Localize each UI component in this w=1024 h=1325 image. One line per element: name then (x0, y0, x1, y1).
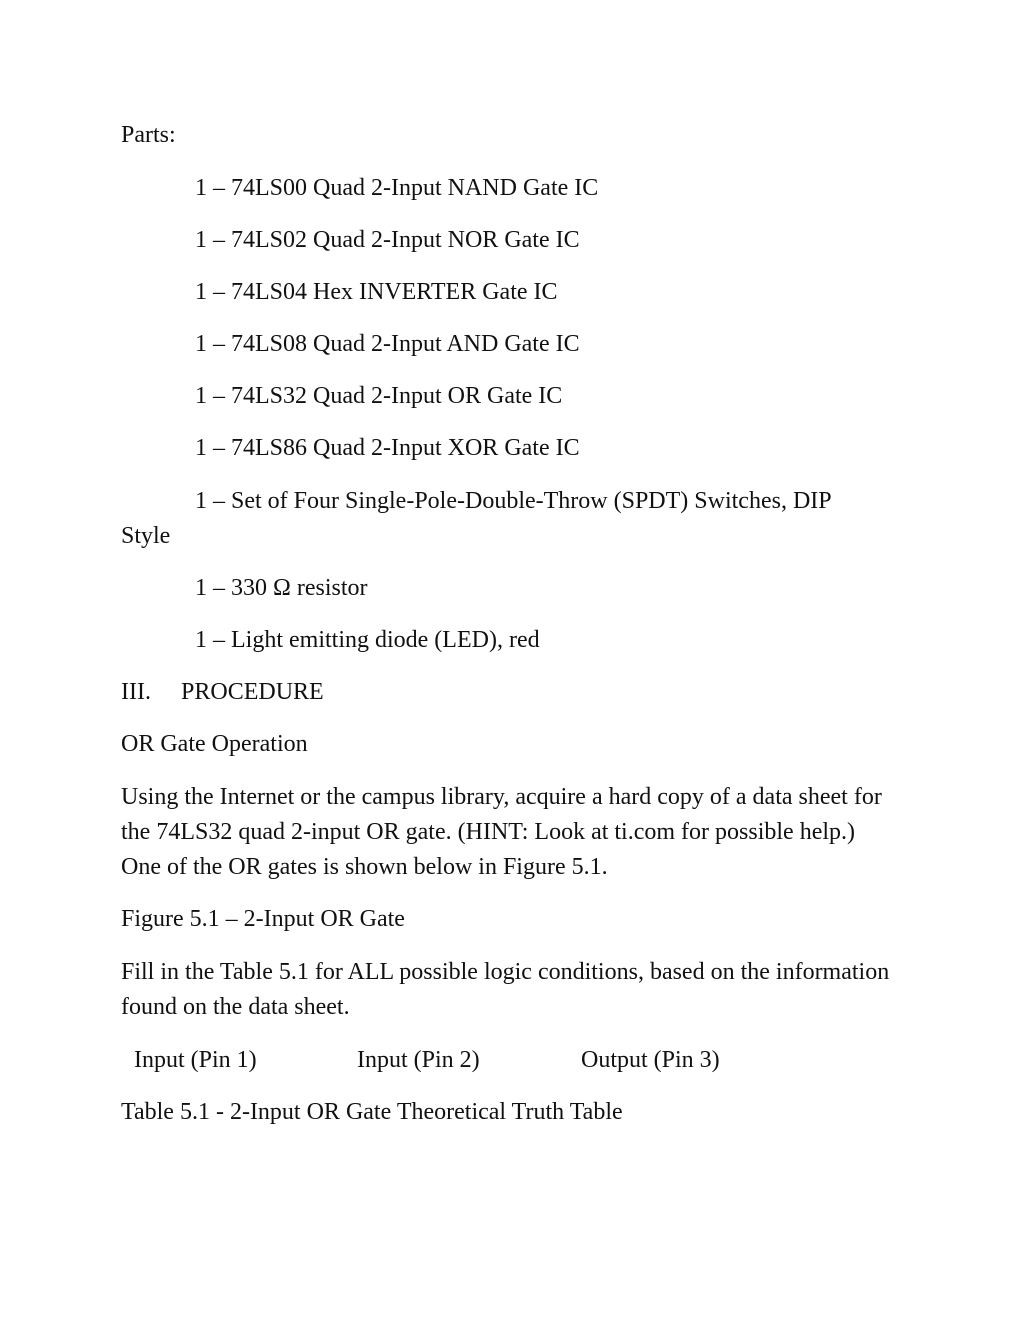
table-header-output-pin-3: Output (Pin 3) (581, 1047, 720, 1073)
part-item: 1 – 74LS32 Quad 2-Input OR Gate IC (195, 383, 563, 409)
subheading: OR Gate Operation (121, 731, 308, 757)
part-item: 1 – 74LS02 Quad 2-Input NOR Gate IC (195, 227, 580, 253)
parts-heading: Parts: (121, 122, 176, 148)
part-item: 1 – 74LS08 Quad 2-Input AND Gate IC (195, 331, 580, 357)
part-item: 1 – 74LS04 Hex INVERTER Gate IC (195, 279, 558, 305)
fill-instructions-paragraph: Fill in the Table 5.1 for ALL possible logic conditions, based on the information found on the data sheet. (121, 959, 890, 1020)
table-caption: Table 5.1 - 2-Input OR Gate Theoretical Truth Table (121, 1099, 623, 1125)
section-number: III. (121, 679, 151, 705)
part-item: 1 – 74LS86 Quad 2-Input XOR Gate IC (195, 435, 580, 461)
instructions-paragraph: Using the Internet or the campus library, acquire a hard copy of a data sheet for the 74LS32 quad 2-input OR gate. (HINT: Look at ti.com for possible help.) One of the OR gates is shown below in Figure 5.1. (121, 784, 882, 880)
section-heading (121, 675, 324, 710)
part-item: 1 – Light emitting diode (LED), red (195, 627, 540, 653)
part-item: 1 – 74LS00 Quad 2-Input NAND Gate IC (195, 175, 599, 201)
table-header-input-pin-1: Input (Pin 1) (134, 1047, 257, 1073)
part-item-switches: 1 – Set of Four Single-Pole-Double-Throw (SPDT) Switches, DIP Style (121, 488, 831, 549)
figure-caption: Figure 5.1 – 2-Input OR Gate (121, 906, 405, 932)
truth-table-header (121, 1043, 901, 1078)
part-item: 1 – 330 Ω resistor (195, 575, 368, 601)
table-header-input-pin-2: Input (Pin 2) (357, 1047, 480, 1073)
section-title: PROCEDURE (181, 679, 324, 705)
